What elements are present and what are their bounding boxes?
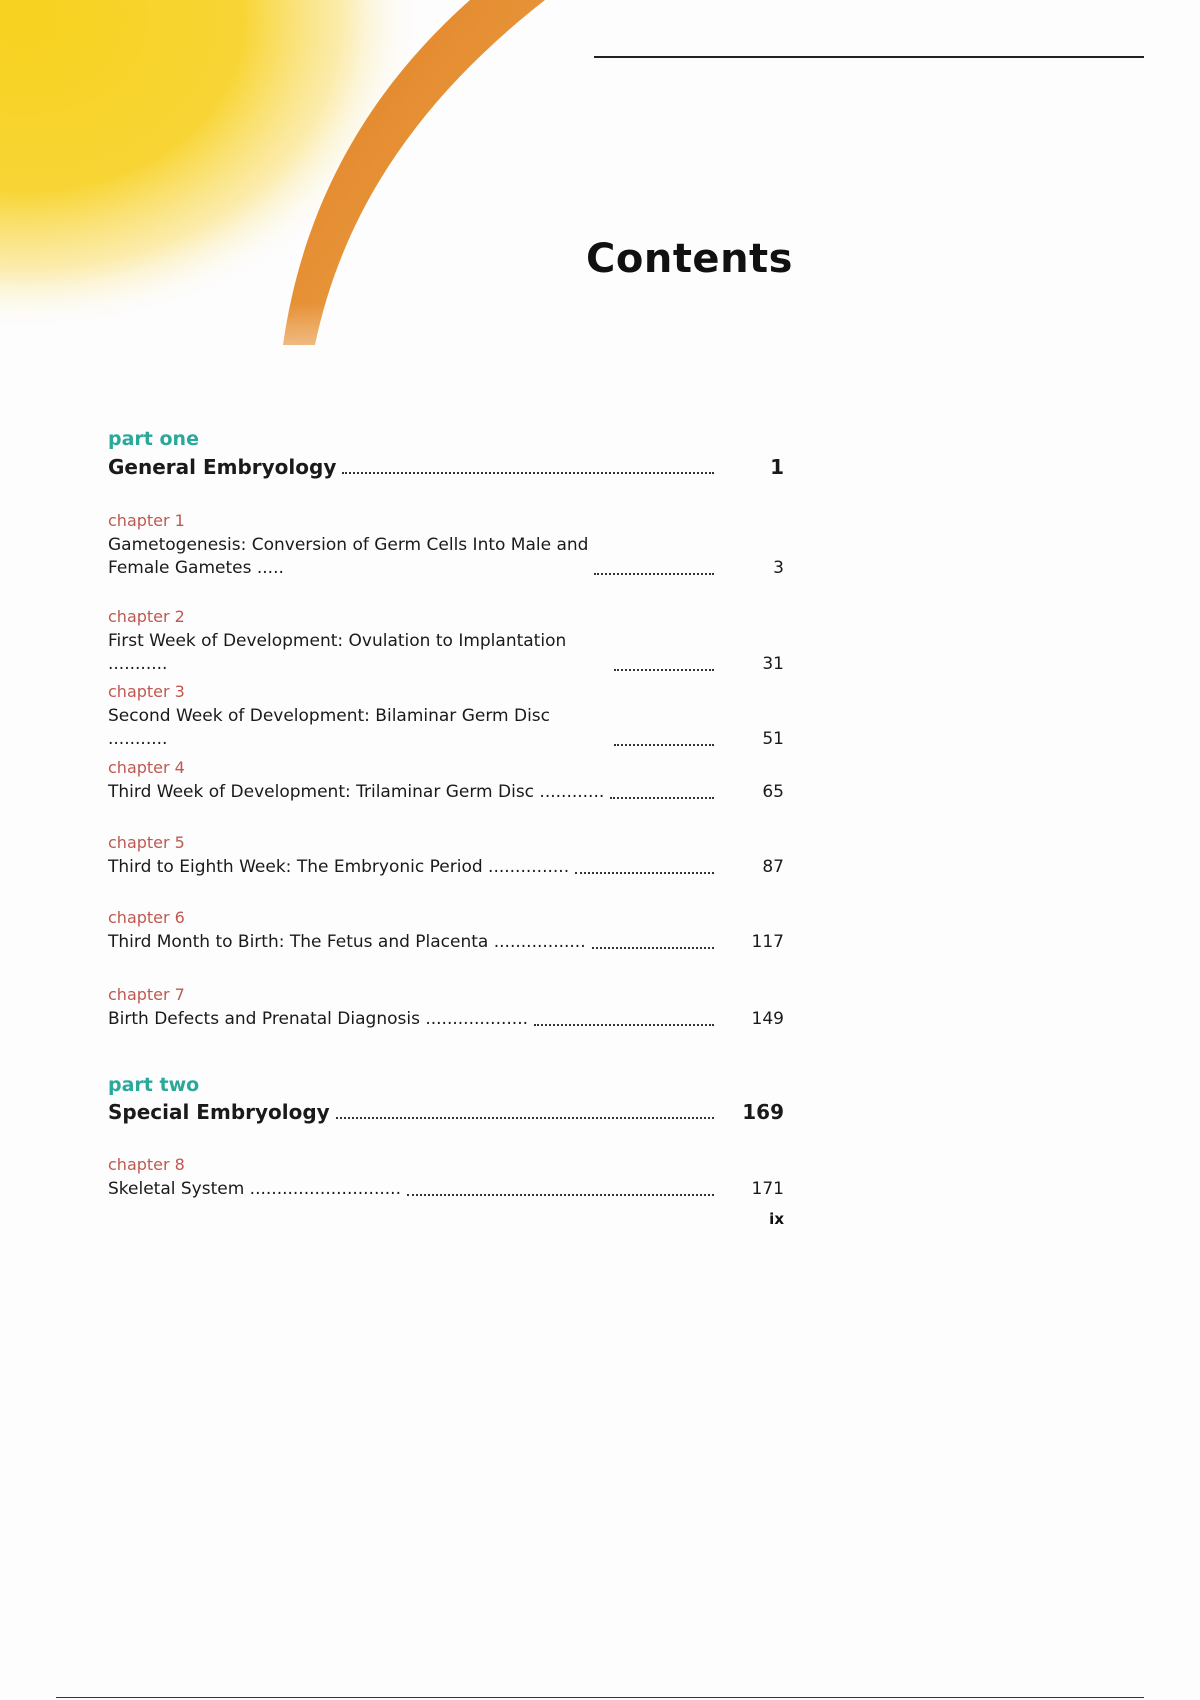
chapter-4-page: 65	[762, 782, 784, 802]
dot-leader	[342, 472, 714, 479]
toc-entry-part-two[interactable]	[108, 1101, 784, 1124]
dot-leader	[592, 947, 714, 954]
chapter-7-label: chapter 7	[108, 985, 185, 1004]
chapter-7-title: Birth Defects and Prenatal Diagnosis ...................	[108, 1009, 529, 1029]
toc-entry-chapter-2[interactable]	[108, 630, 784, 676]
chapter-1-page: 3	[773, 558, 784, 578]
dot-leader	[614, 744, 714, 751]
part-two-label: part two	[108, 1074, 200, 1096]
chapter-1-label: chapter 1	[108, 511, 185, 530]
toc-entry-chapter-4[interactable]	[108, 781, 784, 804]
toc-entry-chapter-1[interactable]	[108, 534, 784, 580]
chapter-3-page: 51	[762, 729, 784, 749]
chapter-5-title: Third to Eighth Week: The Embryonic Period ...............	[108, 857, 570, 877]
chapter-3-label: chapter 3	[108, 682, 185, 701]
part-one-title: General Embryology	[108, 455, 337, 479]
page-folio: ix	[769, 1210, 784, 1228]
chapter-8-page: 171	[751, 1179, 784, 1199]
part-two-title: Special Embryology	[108, 1100, 330, 1124]
chapter-2-title: First Week of Development: Ovulation to Implantation ...........	[108, 631, 567, 674]
chapter-3-title: Second Week of Development: Bilaminar Germ Disc ...........	[108, 706, 551, 749]
chapter-7-page: 149	[751, 1009, 784, 1029]
toc-entry-chapter-7[interactable]	[108, 1008, 784, 1031]
dot-leader	[407, 1194, 714, 1201]
toc-entry-chapter-3[interactable]	[108, 705, 784, 751]
chapter-2-label: chapter 2	[108, 607, 185, 626]
decorative-swoosh-graphic	[0, 0, 600, 420]
toc-entry-chapter-6[interactable]	[108, 931, 784, 954]
footer-rule	[56, 1697, 1144, 1698]
toc-entry-chapter-5[interactable]	[108, 856, 784, 879]
chapter-1-title: Gametogenesis: Conversion of Germ Cells Into Male and Female Gametes .....	[108, 535, 589, 578]
header-rule	[594, 56, 1144, 58]
toc-entry-part-one[interactable]	[108, 456, 784, 479]
chapter-4-label: chapter 4	[108, 758, 185, 777]
chapter-5-page: 87	[762, 857, 784, 877]
dot-leader	[610, 797, 714, 804]
dot-leader	[614, 669, 714, 676]
chapter-8-title: Skeletal System ............................	[108, 1179, 401, 1199]
part-one-page: 1	[770, 455, 784, 479]
chapter-5-label: chapter 5	[108, 833, 185, 852]
chapter-6-label: chapter 6	[108, 908, 185, 927]
chapter-6-title: Third Month to Birth: The Fetus and Placenta .................	[108, 932, 586, 952]
chapter-2-page: 31	[762, 654, 784, 674]
dot-leader	[594, 573, 714, 580]
dot-leader	[336, 1117, 714, 1124]
part-one-label: part one	[108, 428, 199, 450]
part-two-page: 169	[742, 1100, 784, 1124]
dot-leader	[534, 1024, 714, 1031]
page-title: Contents	[586, 236, 793, 282]
toc-entry-chapter-8[interactable]	[108, 1178, 784, 1201]
chapter-6-page: 117	[751, 932, 784, 952]
chapter-8-label: chapter 8	[108, 1155, 185, 1174]
chapter-4-title: Third Week of Development: Trilaminar Germ Disc ............	[108, 782, 605, 802]
dot-leader	[575, 872, 714, 879]
